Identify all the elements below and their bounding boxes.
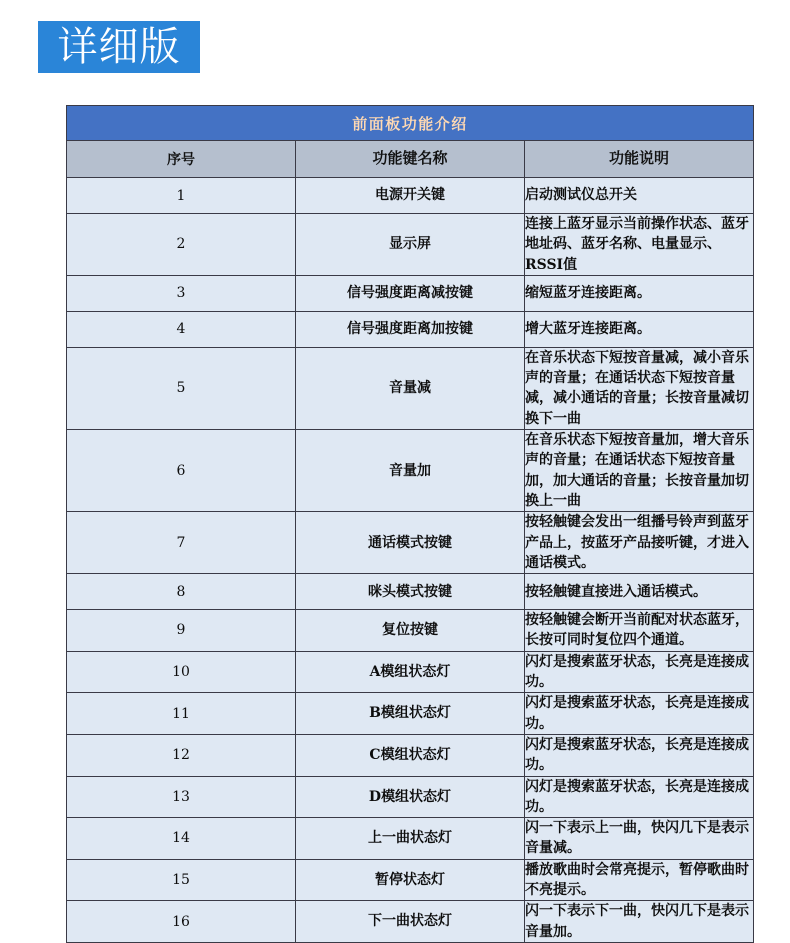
cell-index: 7 — [67, 512, 296, 574]
table-row — [67, 275, 754, 311]
cell-index: 16 — [67, 901, 296, 943]
cell-index: 11 — [67, 693, 296, 735]
cell-function-description: 闪一下表示下一曲，快闪几下是表示音量加。 — [525, 901, 754, 943]
cell-function-name: 上一曲状态灯 — [296, 818, 525, 860]
cell-index: 6 — [67, 430, 296, 512]
cell-function-description: 增大蓝牙连接距离。 — [525, 311, 754, 347]
table-title: 前面板功能介绍 — [352, 114, 468, 133]
table-row — [67, 859, 754, 901]
table-title-row — [67, 106, 754, 141]
cell-index: 5 — [67, 347, 296, 429]
cell-function-description: 闪灯是搜索蓝牙状态，长亮是连接成功。 — [525, 734, 754, 776]
cell-function-name: 暂停状态灯 — [296, 859, 525, 901]
cell-function-description: 按轻触键会发出一组播号铃声到蓝牙产品上，按蓝牙产品接听键，才进入通话模式。 — [525, 512, 754, 574]
table-header-row — [67, 141, 754, 178]
column-header-desc: 功能说明 — [525, 141, 754, 178]
cell-function-name: C模组状态灯 — [296, 734, 525, 776]
cell-function-name: D模组状态灯 — [296, 776, 525, 818]
cell-function-description: 闪一下表示上一曲，快闪几下是表示音量减。 — [525, 818, 754, 860]
cell-function-name: 信号强度距离减按键 — [296, 275, 525, 311]
table-row — [67, 347, 754, 429]
table-row — [67, 178, 754, 214]
table-row — [67, 610, 754, 652]
cell-index: 1 — [67, 178, 296, 214]
cell-function-description: 在音乐状态下短按音量加，增大音乐声的音量；在通话状态下短按音量加，加大通话的音量；长按音量加切换上一曲 — [525, 430, 754, 512]
cell-function-name: 复位按键 — [296, 610, 525, 652]
cell-function-name: 音量加 — [296, 430, 525, 512]
section-badge-label: 详细版 — [57, 24, 181, 70]
table-row — [67, 574, 754, 610]
table-row — [67, 430, 754, 512]
table-title-cell — [67, 106, 754, 141]
cell-index: 12 — [67, 734, 296, 776]
cell-index: 10 — [67, 651, 296, 693]
table-rows-body — [67, 178, 754, 943]
cell-index: 3 — [67, 275, 296, 311]
table-row — [67, 776, 754, 818]
cell-function-name: 信号强度距离加按键 — [296, 311, 525, 347]
cell-function-name: A模组状态灯 — [296, 651, 525, 693]
cell-function-name: 音量减 — [296, 347, 525, 429]
spec-table-container — [66, 105, 754, 943]
table-row — [67, 512, 754, 574]
cell-function-description: 在音乐状态下短按音量减，减小音乐声的音量；在通话状态下短按音量减，减小通话的音量；长按音量减切换下一曲 — [525, 347, 754, 429]
cell-function-description: 闪灯是搜索蓝牙状态，长亮是连接成功。 — [525, 776, 754, 818]
table-row — [67, 734, 754, 776]
cell-function-description: 播放歌曲时会常亮提示，暂停歌曲时不亮提示。 — [525, 859, 754, 901]
table-row — [67, 818, 754, 860]
cell-index: 4 — [67, 311, 296, 347]
cell-function-name: 咪头模式按键 — [296, 574, 525, 610]
cell-function-description: 按轻触键会断开当前配对状态蓝牙，长按可同时复位四个通道。 — [525, 610, 754, 652]
cell-index: 9 — [67, 610, 296, 652]
table-row — [67, 693, 754, 735]
column-header-name: 功能键名称 — [296, 141, 525, 178]
cell-index: 14 — [67, 818, 296, 860]
front-panel-function-table — [66, 105, 754, 943]
cell-index: 8 — [67, 574, 296, 610]
table-row — [67, 214, 754, 276]
cell-function-description: 闪灯是搜索蓝牙状态，长亮是连接成功。 — [525, 693, 754, 735]
cell-function-description: 按轻触键直接进入通话模式。 — [525, 574, 754, 610]
cell-index: 2 — [67, 214, 296, 276]
cell-function-name: B模组状态灯 — [296, 693, 525, 735]
cell-function-name: 显示屏 — [296, 214, 525, 276]
cell-function-description: 闪灯是搜索蓝牙状态，长亮是连接成功。 — [525, 651, 754, 693]
cell-index: 15 — [67, 859, 296, 901]
table-row — [67, 901, 754, 943]
section-badge — [38, 21, 200, 73]
cell-function-name: 通话模式按键 — [296, 512, 525, 574]
cell-function-description: 缩短蓝牙连接距离。 — [525, 275, 754, 311]
table-row — [67, 651, 754, 693]
cell-function-description: 连接上蓝牙显示当前操作状态、蓝牙地址码、蓝牙名称、电量显示、RSSI值 — [525, 214, 754, 276]
table-row — [67, 311, 754, 347]
cell-index: 13 — [67, 776, 296, 818]
cell-function-description: 启动测试仪总开关 — [525, 178, 754, 214]
column-header-index: 序号 — [67, 141, 296, 178]
cell-function-name: 下一曲状态灯 — [296, 901, 525, 943]
cell-function-name: 电源开关键 — [296, 178, 525, 214]
table-body — [67, 106, 754, 178]
